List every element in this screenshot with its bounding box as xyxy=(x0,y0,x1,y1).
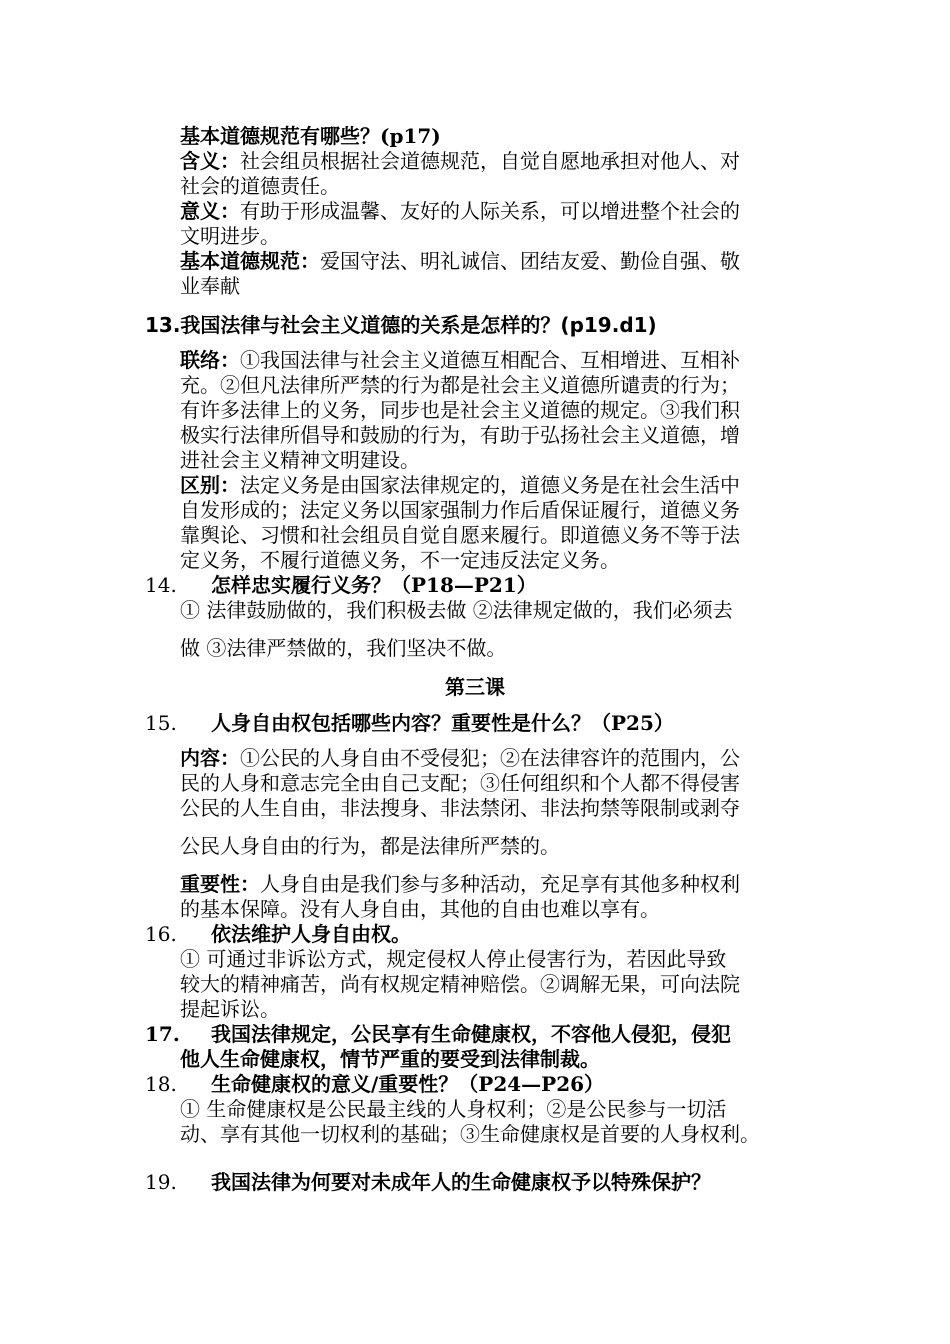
norms-line xyxy=(180,249,740,274)
question-18-title-row xyxy=(145,1072,604,1097)
q17-number: 17. xyxy=(145,1022,180,1046)
q15-content-text: ①公民的人身自由不受侵犯；②在法律容许的范围内，公 xyxy=(240,746,740,770)
q13-link-line-3: 有许多法律上的义务，同步也是社会主义道德的规定。③我们积 xyxy=(180,398,740,422)
question-13-title: 13.我国法律与社会主义道德的关系是怎样的？(p19.d1) xyxy=(145,313,657,337)
basic-norms-heading: 基本道德规范有哪些？(p17) xyxy=(180,124,441,148)
q15-content-line-2: 民的人身和意志完全由自己支配；③任何组织和个人都不得侵害 xyxy=(180,771,740,795)
q15-importance-label: 重要性： xyxy=(180,872,260,896)
q15-importance-line xyxy=(180,872,740,897)
q16-line-3: 提起诉讼。 xyxy=(180,997,280,1021)
q16-number: 16. xyxy=(145,922,177,946)
meaning-line xyxy=(180,149,740,174)
q13-link-line-5: 进社会主义精神文明建设。 xyxy=(180,448,420,472)
q13-diff-line xyxy=(180,473,740,498)
significance-text: 有助于形成温馨、友好的人际关系，可以增进整个社会的 xyxy=(240,199,740,223)
q13-diff-line-2: 自发形成的；法定义务以国家强制力作后盾保证履行，道德义务 xyxy=(180,498,740,522)
question-19-title-row xyxy=(145,1170,711,1195)
q18-title: 生命健康权的意义/重要性？（P24—P26） xyxy=(211,1072,605,1096)
q13-link-line xyxy=(180,348,740,373)
q13-diff-text: 法定义务是由国家法律规定的，道德义务是在社会生活中 xyxy=(240,473,740,497)
q13-link-label: 联络： xyxy=(180,348,240,372)
lesson-title: 第三课 xyxy=(445,675,505,699)
q15-content-line xyxy=(180,746,740,771)
q13-diff-line-4: 定义务，不履行道德义务，不一定违反法定义务。 xyxy=(180,548,620,572)
q13-link-text: ①我国法律与社会主义道德互相配合、互相增进、互相补 xyxy=(240,348,740,372)
significance-line xyxy=(180,199,740,224)
q19-number: 19. xyxy=(145,1170,177,1194)
q15-content-label: 内容： xyxy=(180,746,240,770)
q15-importance-text: 人身自由是我们参与多种活动，充足享有其他多种权利 xyxy=(260,872,740,896)
q15-content-line-3: 公民的人生自由，非法搜身、非法禁闭、非法拘禁等限制或剥夺 xyxy=(180,796,740,820)
question-15-title-row xyxy=(145,711,674,736)
q16-title: 依法维护人身自由权。 xyxy=(211,922,411,946)
question-14-title-row xyxy=(145,573,537,598)
q13-diff-label: 区别： xyxy=(180,473,240,497)
q14-title: 怎样忠实履行义务？（P18—P21） xyxy=(211,573,537,597)
norms-line-2: 业奉献 xyxy=(180,274,240,298)
q16-line-2: 较大的精神痛苦，尚有权规定精神赔偿。②调解无果，可向法院 xyxy=(180,972,740,996)
q17-line-2: 他人生命健康权，情节严重的要受到法律制裁。 xyxy=(180,1047,600,1071)
q17-title: 我国法律规定，公民享有生命健康权，不容他人侵犯，侵犯 xyxy=(211,1022,731,1046)
norms-text: 爱国守法、明礼诚信、团结友爱、勤俭自强、敬 xyxy=(320,249,740,273)
q15-number: 15. xyxy=(145,711,177,735)
meaning-label: 含义： xyxy=(180,149,240,173)
q16-line-1: ① 可通过非诉讼方式，规定侵权人停止侵害行为，若因此导致 xyxy=(180,947,727,971)
q18-line-2: 动、享有其他一切权利的基础；③生命健康权是首要的人身权利。 xyxy=(180,1122,760,1146)
q15-importance-line-2: 的基本保障。没有人身自由，其他的自由也难以享有。 xyxy=(180,897,660,921)
significance-label: 意义： xyxy=(180,199,240,223)
q14-line-2: 做 ③法律严禁做的，我们坚决不做。 xyxy=(180,636,507,660)
q15-title: 人身自由权包括哪些内容？重要性是什么？（P25） xyxy=(211,711,674,735)
q13-diff-line-3: 靠舆论、习惯和社会组员自觉自愿来履行。即道德义务不等于法 xyxy=(180,523,740,547)
q18-line-1: ① 生命健康权是公民最主线的人身权利；②是公民参与一切活 xyxy=(180,1097,727,1121)
meaning-text: 社会组员根据社会道德规范，自觉自愿地承担对他人、对 xyxy=(240,149,740,173)
q14-line-1: ① 法律鼓励做的，我们积极去做 ②法律规定做的，我们必须去 xyxy=(180,598,733,622)
question-17-title-row xyxy=(145,1022,731,1047)
q14-number: 14. xyxy=(145,573,177,597)
norms-label: 基本道德规范： xyxy=(180,249,320,273)
q13-link-line-4: 极实行法律所倡导和鼓励的行为，有助于弘扬社会主义道德，增 xyxy=(180,423,740,447)
q15-content-line-4: 公民人身自由的行为，都是法律所严禁的。 xyxy=(180,834,560,858)
meaning-line-2: 社会的道德责任。 xyxy=(180,174,340,198)
significance-line-2: 文明进步。 xyxy=(180,224,280,248)
question-16-title-row xyxy=(145,922,411,947)
q18-number: 18. xyxy=(145,1072,177,1096)
q13-link-line-2: 充。②但凡法律所严禁的行为都是社会主义道德所谴责的行为； xyxy=(180,373,740,397)
q19-title: 我国法律为何要对未成年人的生命健康权予以特殊保护？ xyxy=(211,1170,711,1194)
